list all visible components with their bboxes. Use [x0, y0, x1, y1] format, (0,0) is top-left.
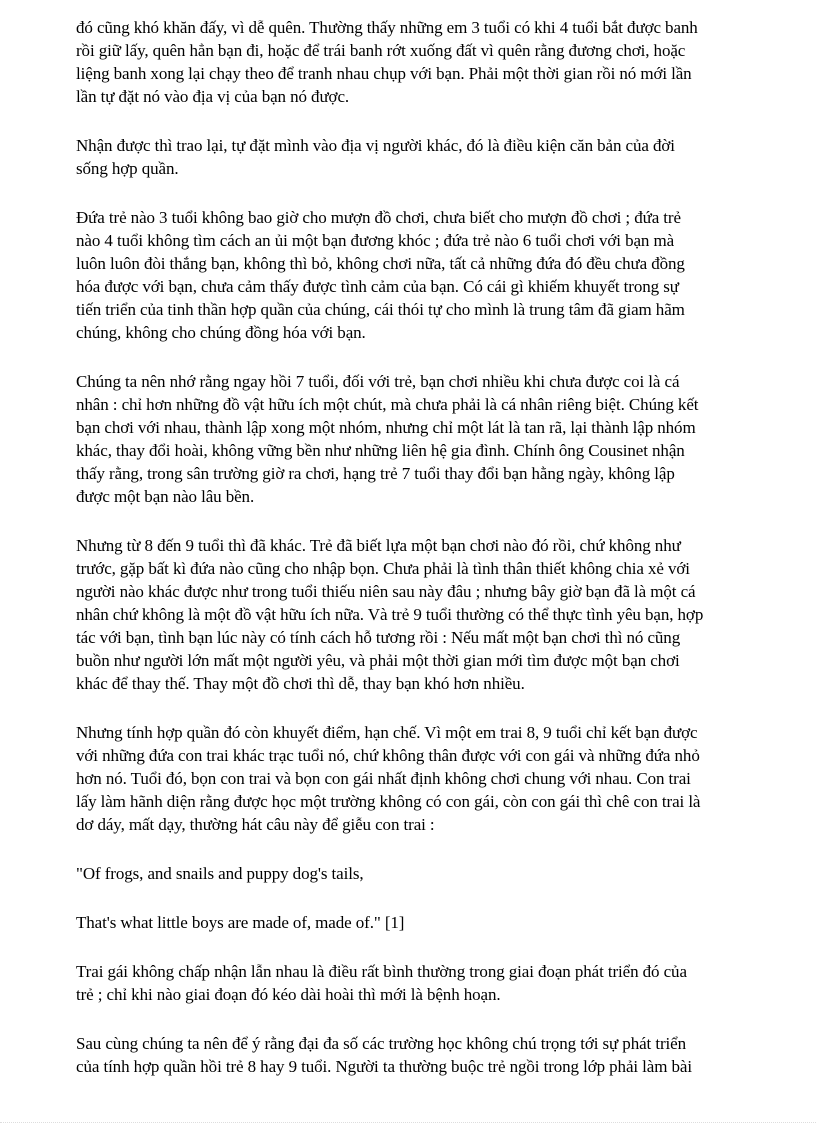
text-line: nhân chứ không là một đồ vật hữu ích nữa. Và trẻ 9 tuổi thường có thể thực tình yêu bạn, hợp [76, 605, 704, 624]
text-line: khác để thay thế. Thay một đồ chơi thì dễ, thay bạn khó hơn nhiều. [76, 674, 525, 693]
text-line: lần tự đặt nó vào địa vị của bạn nó được. [76, 87, 350, 106]
text-line: Nhận được thì trao lại, tự đặt mình vào địa vị người khác, đó là điều kiện căn bản của đời [76, 136, 675, 155]
text-line: được một bạn nào lâu bền. [76, 487, 255, 506]
paragraph-8 [76, 1032, 776, 1078]
text-line: tiến triển của tinh thần hợp quần của chúng, cái thói tự cho mình là trung tâm đã giam hãm [76, 300, 685, 319]
text-line: người nào khác được như trong tuổi thiếu niên sau này đâu ; nhưng bây giờ bạn đã là một cá [76, 582, 696, 601]
quote-line-2 [76, 911, 776, 934]
text-line: bạn chơi với nhau, thành lập xong một nhóm, nhưng chỉ một lát là tan rã, lại thành lập nhóm [76, 418, 696, 437]
text-line: thấy rằng, trong sân trường giờ ra chơi, hạng trẻ 7 tuổi thay đổi bạn hằng ngày, không lập [76, 464, 675, 483]
text-line: khác, thay đổi hoài, không vững bền như những liên hệ gia đình. Chính ông Cousinet nhận [76, 441, 685, 460]
paragraph-2 [76, 134, 776, 180]
text-line: sống hợp quần. [76, 159, 179, 178]
text-line: Nhưng từ 8 đến 9 tuổi thì đã khác. Trẻ đã biết lựa một bạn chơi nào đó rồi, chứ không như [76, 536, 681, 555]
text-line: buồn như người lớn mất một người yêu, và phải một thời gian mới tìm được một bạn chơi [76, 651, 680, 670]
text-line: "Of frogs, and snails and puppy dog's tails, [76, 864, 364, 883]
text-line: lấy làm hãnh diện rằng được học một trường không có con gái, còn con gái thì chê con trai là [76, 792, 701, 811]
text-line: rồi giữ lấy, quên hẳn bạn đi, hoặc để trái banh rớt xuống đất vì quên rằng đương chơi, hoặc [76, 41, 686, 60]
paragraph-1 [76, 16, 776, 108]
text-line: Chúng ta nên nhớ rằng ngay hồi 7 tuổi, đối với trẻ, bạn chơi nhiều khi chưa được coi là cá [76, 372, 680, 391]
text-line: hóa được với bạn, chưa cảm thấy được tình cảm của bạn. Có cái gì khiếm khuyết trong sự [76, 277, 679, 296]
paragraph-7 [76, 960, 776, 1006]
text-line: với những đứa con trai khác trạc tuổi nó, chứ không thân được với con gái và những đứa nhỏ [76, 746, 700, 765]
text-line: đó cũng khó khăn đấy, vì dễ quên. Thường thấy những em 3 tuổi có khi 4 tuổi bắt được banh [76, 18, 698, 37]
text-line: của tính hợp quần hồi trẻ 8 hay 9 tuổi. Người ta thường buộc trẻ ngồi trong lớp phải làm bài [76, 1057, 692, 1076]
text-line: Nhưng tính hợp quần đó còn khuyết điểm, hạn chế. Vì một em trai 8, 9 tuổi chỉ kết bạn được [76, 723, 698, 742]
text-line: Trai gái không chấp nhận lẫn nhau là điều rất bình thường trong giai đoạn phát triển đó của [76, 962, 687, 981]
text-line: That's what little boys are made of, made of." [1] [76, 913, 405, 932]
text-line: trước, gặp bất kì đứa nào cũng cho nhập bọn. Chưa phải là tình thân thiết không chia xẻ với [76, 559, 690, 578]
text-line: nào 4 tuổi không tìm cách an ủi một bạn đương khóc ; đứa trẻ nào 6 tuổi chơi với bạn mà [76, 231, 675, 250]
text-line: chúng, không cho chúng đồng hóa với bạn. [76, 323, 366, 342]
paragraph-6 [76, 721, 776, 836]
text-line: hơn nó. Tuổi đó, bọn con trai và bọn con gái nhất định không chơi chung với nhau. Con trai [76, 769, 691, 788]
text-line: liệng banh xong lại chạy theo để tranh nhau chụp với bạn. Phải một thời gian rồi nó mới lần [76, 64, 692, 83]
text-line: Sau cùng chúng ta nên để ý rằng đại đa số các trường học không chú trọng tới sự phát triển [76, 1034, 686, 1053]
text-line: Đứa trẻ nào 3 tuổi không bao giờ cho mượn đồ chơi, chưa biết cho mượn đồ chơi ; đứa trẻ [76, 208, 681, 227]
document-body [76, 16, 776, 1078]
quote-line-1 [76, 862, 776, 885]
text-line: trẻ ; chỉ khi nào giai đoạn đó kéo dài hoài thì mới là bệnh hoạn. [76, 985, 501, 1004]
text-line: tác với bạn, tình bạn lúc này có tính cách hỗ tương rồi : Nếu mất một bạn chơi thì nó cũng [76, 628, 681, 647]
text-line: luôn luôn đòi thắng bạn, không thì bỏ, không chơi nữa, tất cả những đứa đó đều chưa đồng [76, 254, 685, 273]
paragraph-4 [76, 370, 776, 508]
text-line: dơ dáy, mất dạy, thường hát câu này để giễu con trai : [76, 815, 435, 834]
paragraph-5 [76, 534, 776, 695]
text-line: nhân : chỉ hơn những đồ vật hữu ích một chút, mà chưa phải là cá nhân riêng biệt. Chúng kết [76, 395, 699, 414]
paragraph-3 [76, 206, 776, 344]
